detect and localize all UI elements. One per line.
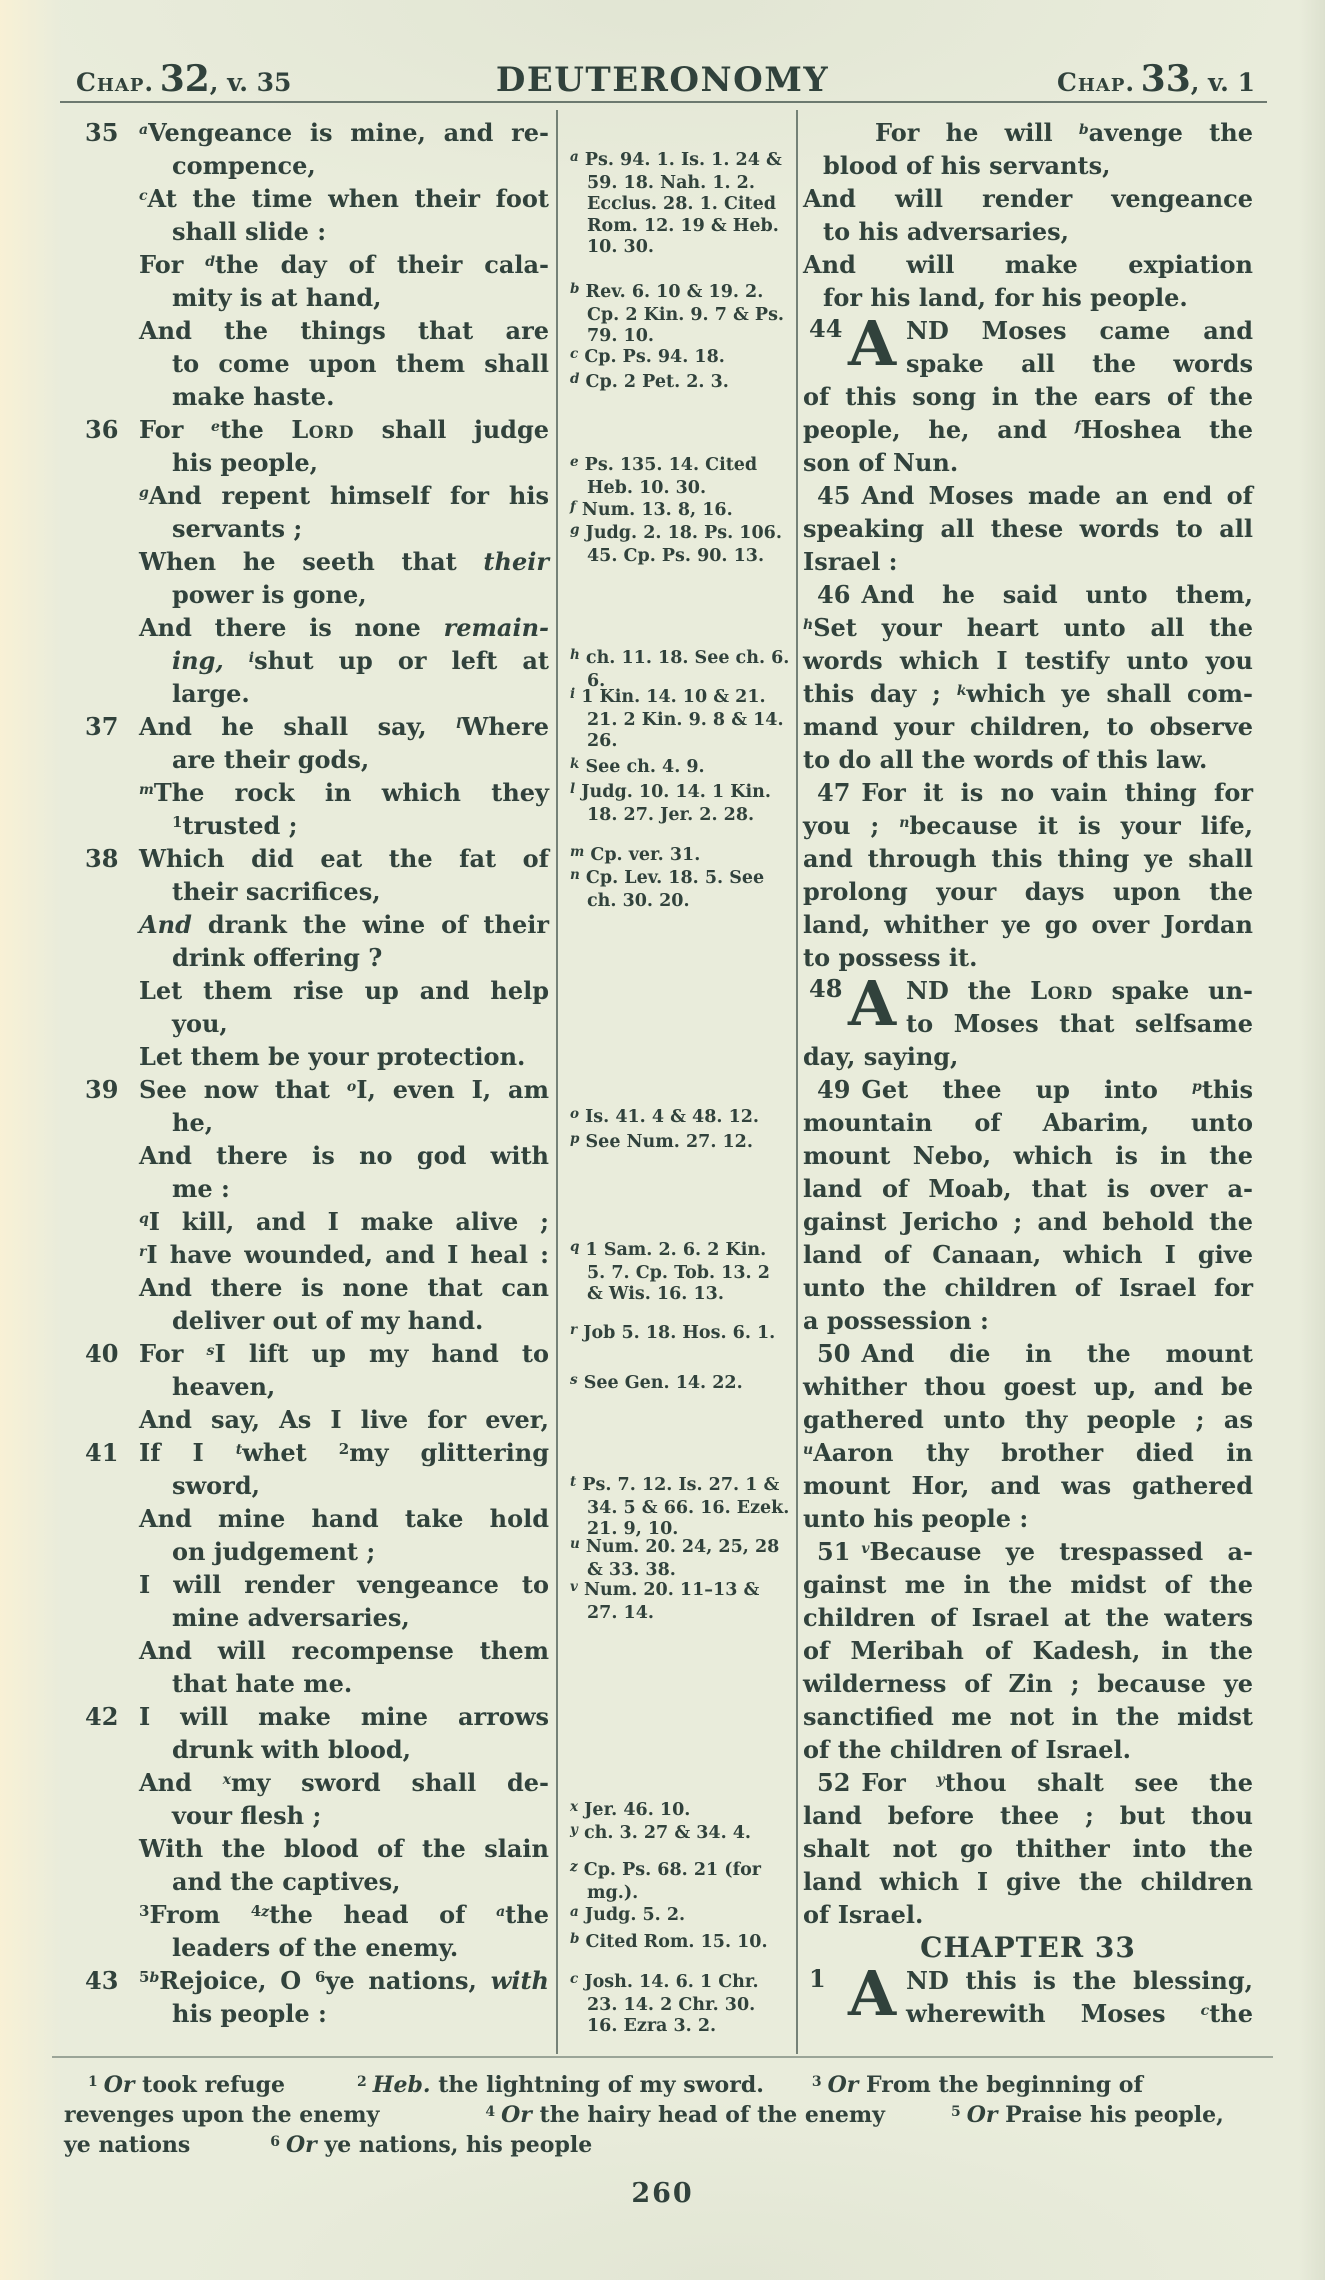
verse-line: children of Israel at the waters [803, 1603, 1253, 1632]
note-marker: c [1200, 2003, 1210, 2019]
verse-line: 39 See now that $^o$I, even I, am [85, 1075, 550, 1104]
note-marker: u [803, 1442, 814, 1458]
verse-line: compence, [172, 151, 316, 180]
verse-line: whither thou goest up, and be [803, 1372, 1253, 1401]
italic-text: Or [966, 2102, 998, 2128]
note-letter: c [570, 1971, 579, 1987]
italic-text: Or [103, 2072, 135, 2098]
verse-line: land of Moab, that is over a- [803, 1174, 1253, 1203]
note-marker: f [1074, 419, 1081, 435]
verse-line: With the blood of the slain [139, 1834, 549, 1863]
cross-reference: $^a$ Judg. 5. 2. [570, 1904, 686, 1925]
verse-line: 36 For $^e$the Lord shall judge [85, 415, 549, 444]
note-letter: n [570, 867, 580, 883]
cross-reference: $^g$ Judg. 2. 18. Ps. 106. 45. Cp. Ps. 90. 13. [570, 522, 782, 566]
note-letter: q [570, 1239, 580, 1255]
verse-line: a possession : [803, 1306, 989, 1335]
note-letter: c [570, 346, 579, 362]
cross-reference: $^d$ Cp. 2 Pet. 2. 3. [570, 371, 729, 392]
note-letter: k [570, 756, 580, 772]
verse-line: me : [172, 1174, 230, 1203]
verse-line: his people, [172, 448, 319, 477]
verse-line: day, saying, [803, 1042, 959, 1071]
note-marker: b [149, 1970, 160, 1986]
italic-text: ing, [172, 646, 224, 675]
verse-line: to possess it. [803, 943, 978, 972]
drop-cap: A [847, 967, 897, 1040]
verse-number: 43 [85, 1966, 119, 1995]
verse-line: of the children of Israel. [803, 1735, 1132, 1764]
cross-reference: $^b$ Rev. 6. 10 & 19. 2. Cp. 2 Kin. 9. 7 & Ps. 79. 10. [570, 281, 785, 346]
verse-line: Let them rise up and help [139, 976, 549, 1005]
note-letter: h [570, 647, 580, 663]
italic-text: Heb. [372, 2072, 431, 2098]
footnote-line: revenges upon the enemy $^4$ Or the hairy head of the enemy $^5$ Or Praise his people, [64, 2102, 1224, 2128]
note-marker: a [139, 122, 149, 138]
verse-number: 35 [85, 118, 119, 147]
verse-line: $^h$Set your heart unto all the [803, 613, 1253, 642]
verse-paragraph [803, 1957, 1253, 2030]
cross-reference: $^b$ Cited Rom. 15. 10. [570, 1931, 768, 1952]
verse-line: blood of his servants, [823, 151, 1111, 180]
note-letter: b [570, 281, 580, 297]
verse-line: sword, [172, 1471, 260, 1500]
footnote-marker: 3 [811, 2074, 822, 2090]
verse-number: 49 [817, 1075, 851, 1104]
footnote-marker: 2 [357, 2074, 367, 2090]
verse-number: 46 [817, 580, 851, 609]
verse-line: 43 $^{5b}$Rejoice, O $^6$ye nations, with [85, 1966, 549, 1995]
verse-line: their sacrifices, [172, 877, 381, 906]
verse-line: When he seeth that their [139, 547, 549, 576]
note-letter: d [570, 371, 580, 387]
note-marker: i [248, 650, 255, 666]
spacer [764, 2091, 812, 2092]
verse-line: unto his people : [803, 1504, 1029, 1533]
note-marker: r [139, 1244, 147, 1260]
verse-line: mity is at hand, [172, 283, 382, 312]
cross-reference: $^i$ 1 Kin. 14. 10 & 21. 21. 2 Kin. 9. 8 & 14. 26. [570, 686, 784, 751]
note-marker: b [1078, 122, 1089, 138]
cross-reference: $^a$ Ps. 94. 1. Is. 1. 24 & 59. 18. Nah. 1. 2. Ecclus. 28. 1. Cited Rom. 12. 19 & Heb. 10. 30. [570, 149, 782, 257]
verse-line: deliver out of my hand. [172, 1306, 484, 1335]
chap-number-left: 32 [159, 58, 210, 100]
verse-line: $^g$And repent himself for his [139, 481, 549, 510]
verse-line: 38 Which did eat the fat of [85, 844, 549, 873]
spacer [64, 2091, 88, 2092]
verse-line: drink offering ? [172, 943, 383, 972]
verse-line: of this song in the ears of the [803, 382, 1253, 411]
note-letter: i [570, 686, 576, 702]
cross-reference: $^c$ Cp. Ps. 94. 18. [570, 346, 725, 367]
spacer [285, 2091, 357, 2092]
verse-line: land which I give the children [803, 1867, 1253, 1896]
cross-reference: $^c$ Josh. 14. 6. 1 Chr. 23. 14. 2 Chr. 30. 16. Ezra 3. 2. [570, 1971, 759, 2036]
note-letter: y [570, 1822, 578, 1838]
note-marker: m [139, 782, 154, 798]
chap-verse-left: , v. 35 [209, 68, 292, 97]
footnote-marker: 5 [139, 1968, 150, 1986]
verse-line: And say, As I live for ever, [139, 1405, 549, 1434]
note-marker: e [211, 419, 220, 435]
verse-line: to his adversaries, [823, 217, 1070, 246]
note-letter: r [570, 1322, 578, 1338]
italic-text: And [139, 910, 192, 939]
verse-line: you ; $^n$because it is your life, [803, 811, 1253, 840]
verse-line: $^r$I have wounded, and I heal : [139, 1240, 549, 1269]
verse-number: 44 [809, 314, 843, 343]
note-marker: g [139, 485, 149, 501]
verse-line: gainst Jericho ; and behold the [803, 1207, 1253, 1236]
note-marker: o [346, 1079, 357, 1095]
verse-line: mand your children, to observe [803, 712, 1253, 741]
verse-line: land before thee ; but thou [803, 1801, 1253, 1830]
italic-text: with [490, 1966, 549, 1995]
italic-text: Or [501, 2102, 532, 2128]
verse-line: to come upon them shall [172, 349, 549, 378]
verse-line: 49 Get thee up into $^p$this [817, 1075, 1253, 1104]
verse-line: 50 And die in the mount [817, 1339, 1253, 1368]
verse-line: words which I testify unto you [803, 646, 1253, 675]
cross-reference: $^l$ Judg. 10. 14. 1 Kin. 18. 27. Jer. 2. 28. [570, 781, 771, 825]
italic-text: Or [286, 2132, 317, 2158]
cross-reference: $^y$ ch. 3. 27 & 34. 4. [570, 1822, 752, 1843]
note-marker: k [956, 683, 967, 699]
note-letter: x [570, 1799, 579, 1815]
verse-number: 51 [817, 1537, 851, 1566]
verse-line: For $^d$the day of their cala- [139, 250, 549, 279]
note-marker: v [861, 1541, 870, 1557]
cross-reference: $^q$ 1 Sam. 2. 6. 2 Kin. 5. 7. Cp. Tob. 13. 2 & Wis. 16. 13. [570, 1239, 770, 1304]
note-letter: o [570, 1106, 580, 1122]
verse-number: 47 [817, 778, 851, 807]
spacer [190, 2151, 270, 2152]
verse-line: heaven, [172, 1372, 276, 1401]
verse-line: I will render vengeance to [139, 1570, 549, 1599]
note-letter: s [570, 1372, 578, 1388]
footnote-line: $^1$ Or took refuge $^2$ Heb. the lightning of my sword. $^3$ Or From the beginning of [64, 2070, 1274, 2100]
verse-line: mountain of Abarim, unto [803, 1108, 1253, 1137]
verse-line: 46 And he said unto them, [817, 580, 1253, 609]
verse-line: $^u$Aaron thy brother died in [803, 1438, 1253, 1467]
note-letter: l [570, 781, 576, 797]
footnote-marker: 3 [139, 1902, 150, 1920]
verse-line: ND the Lord spake un- [906, 976, 1254, 1005]
chapter-heading: CHAPTER 33 [920, 1931, 1136, 1964]
chap-verse-right: , v. 1 [1190, 68, 1255, 97]
footnote-marker: 1 [172, 813, 183, 831]
verse-line: 52 For $^y$thou shalt see the [817, 1768, 1253, 1797]
header-rule [60, 101, 1267, 103]
drop-cap: A [847, 307, 897, 380]
italic-text: their [483, 547, 549, 576]
book-title: DEUTERONOMY [495, 60, 830, 100]
spacer [379, 2121, 485, 2122]
note-marker: s [206, 1343, 215, 1359]
verse-number: 48 [809, 974, 843, 1003]
verse-line: and through this thing ye shall [803, 844, 1253, 873]
verse-line: shalt not go thither into the [803, 1834, 1253, 1863]
verse-line: for his land, for his people. [823, 283, 1188, 312]
italic-text: remain- [443, 613, 549, 642]
verse-line: sanctified me not in the midst [803, 1702, 1253, 1731]
note-letter: z [570, 1859, 578, 1875]
verse-line: prolong your days upon the [803, 877, 1253, 906]
note-marker: p [1192, 1079, 1202, 1095]
verse-line: $^3$From $^{4z}$the head of $^a$the [139, 1900, 549, 1929]
footnote-line: ye nations $^6$ Or ye nations, his people [64, 2132, 593, 2158]
verse-line: And will recompense them [139, 1636, 549, 1665]
chap-word-left: Chap. [76, 68, 155, 97]
verse-line: gainst me in the midst of the [803, 1570, 1253, 1599]
verse-line: $^q$I kill, and I make alive ; [139, 1207, 549, 1236]
verse-line: $^c$At the time when their foot [139, 184, 549, 213]
verse-line: son of Nun. [803, 448, 959, 477]
note-letter: a [570, 149, 579, 165]
verse-line: And $^x$my sword shall de- [139, 1768, 549, 1797]
page-number: 260 [631, 2178, 694, 2209]
note-letter: f [570, 499, 576, 515]
note-marker: t [235, 1442, 243, 1458]
verse-line: vour flesh ; [172, 1801, 322, 1830]
verse-line: And there is none that can [139, 1273, 549, 1302]
verse-line: servants ; [172, 514, 303, 543]
footnote-rule [52, 2056, 1273, 2058]
cross-reference: $^e$ Ps. 135. 14. Cited Heb. 10. 30. [570, 454, 758, 498]
verse-line: mine adversaries, [172, 1603, 410, 1632]
cross-reference: $^m$ Cp. ver. 31. [570, 844, 701, 865]
verse-line: Let them be your protection. [139, 1042, 526, 1071]
note-marker: x [222, 1772, 231, 1788]
chap-number-right: 33 [1140, 58, 1191, 100]
cross-reference: $^t$ Ps. 7. 12. Is. 27. 1 & 34. 5 & 66. 16. Ezek. 21. 9, 10. [570, 1474, 790, 1539]
note-letter: t [570, 1474, 577, 1490]
left-text-column [75, 116, 549, 2030]
note-marker: q [139, 1211, 149, 1227]
verse-number: 50 [817, 1339, 851, 1368]
note-marker: n [899, 815, 910, 831]
verse-line: mount Hor, and was gathered [803, 1471, 1253, 1500]
footnote-marker: 4 [250, 1902, 262, 1920]
verse-number: 36 [85, 415, 119, 444]
footnotes [64, 2070, 1274, 2160]
cross-reference: $^v$ Num. 20. 11–13 & 27. 14. [570, 1579, 760, 1623]
verse-number: 39 [85, 1075, 119, 1104]
verse-line: power is gone, [172, 580, 367, 609]
verse-line: $^1$trusted ; [172, 811, 298, 840]
verse-number: 52 [817, 1768, 851, 1797]
cross-reference: $^u$ Num. 20. 24, 25, 28 & 33. 38. [570, 1536, 780, 1580]
note-letter: u [570, 1536, 580, 1552]
spacer [885, 2121, 951, 2122]
footnote-marker: 1 [88, 2074, 98, 2090]
verse-line: 40 For $^s$I lift up my hand to [85, 1339, 550, 1368]
verse-line: 37 And he shall say, $^l$Where [85, 712, 549, 741]
verse-paragraph [803, 307, 1253, 479]
verse-line: 45 And Moses made an end of [817, 481, 1253, 510]
note-letter: e [570, 454, 579, 470]
verse-line: ing, $^i$shut up or left at [172, 646, 549, 675]
verse-line: this day ; $^k$which ye shall com- [803, 679, 1253, 708]
verse-line: wilderness of Zin ; because ye [803, 1669, 1253, 1698]
verse-line: ND this is the blessing, [906, 1966, 1253, 1995]
verse-line: spake all the words [906, 349, 1253, 378]
verse-line: that hate me. [172, 1669, 353, 1698]
verse-line: of Meribah of Kadesh, in the [803, 1636, 1253, 1665]
drop-cap: A [847, 1957, 897, 2030]
verse-number: 41 [85, 1438, 119, 1467]
lord-smallcaps: Lord [1030, 976, 1093, 1005]
verse-line: And there is no god with [139, 1141, 549, 1170]
italic-text: Or [827, 2072, 859, 2098]
lord-smallcaps: Lord [291, 415, 354, 444]
verse-line: of Israel. [803, 1900, 924, 1929]
page-header [62, 46, 1263, 102]
note-marker: a [496, 1904, 506, 1920]
verse-line: ND Moses came and [906, 316, 1253, 345]
verse-line: to do all the words of this law. [803, 745, 1208, 774]
verse-line: gathered unto thy people ; as [803, 1405, 1253, 1434]
verse-line: And will render vengeance [803, 184, 1253, 213]
note-letter: g [570, 522, 580, 538]
verse-line: And the things that are [139, 316, 549, 345]
verse-line: leaders of the enemy. [172, 1933, 459, 1962]
footnote-marker: 5 [950, 2104, 961, 2120]
note-letter: m [570, 844, 585, 860]
cross-reference: $^k$ See ch. 4. 9. [570, 756, 705, 777]
cross-reference: $^p$ See Num. 27. 12. [570, 1131, 753, 1152]
footnote-marker: 6 [314, 1968, 326, 1986]
verse-line: drunk with blood, [172, 1735, 412, 1764]
verse-line: And mine hand take hold [139, 1504, 549, 1533]
verse-number: 37 [85, 712, 119, 741]
note-letter: b [570, 1931, 580, 1947]
verse-number: 40 [85, 1339, 119, 1368]
verse-line: you, [172, 1009, 228, 1038]
chap-word-right: Chap. [1056, 68, 1136, 97]
verse-paragraph [803, 967, 1254, 1073]
verse-line: and the captives, [172, 1867, 401, 1896]
right-text-column [803, 116, 1253, 2030]
verse-line: wherewith Moses $^c$the [906, 1999, 1253, 2028]
column-divider-left [556, 110, 558, 2054]
verse-number: 1 [809, 1964, 826, 1993]
cross-reference: $^x$ Jer. 46. 10. [570, 1799, 691, 1820]
verse-line: land of Canaan, which I give [803, 1240, 1253, 1269]
cross-reference: $^f$ Num. 13. 8, 16. [570, 499, 733, 520]
cross-reference: $^h$ ch. 11. 18. See ch. 6. 6. [570, 647, 790, 691]
verse-line: he, [172, 1108, 214, 1137]
cross-reference: $^n$ Cp. Lev. 18. 5. See ch. 30. 20. [570, 867, 765, 911]
cross-reference: $^z$ Cp. Ps. 68. 21 (for mg.). [570, 1859, 761, 1903]
verse-line: $^m$The rock in which they [139, 778, 549, 807]
note-marker: h [803, 617, 814, 633]
verse-number: 42 [85, 1702, 119, 1731]
verse-line: Israel : [803, 547, 898, 576]
note-letter: p [570, 1131, 580, 1147]
verse-line: mount Nebo, which is in the [803, 1141, 1253, 1170]
verse-line: 41 If I $^t$whet $^2$my glittering [85, 1438, 549, 1467]
note-marker: d [205, 254, 215, 270]
note-marker: z [261, 1904, 270, 1920]
note-marker: y [936, 1772, 945, 1788]
verse-line: his people : [172, 1999, 327, 2028]
column-divider-right [796, 110, 798, 2054]
verse-line: speaking all these words to all [803, 514, 1253, 543]
cross-reference: $^o$ Is. 41. 4 & 48. 12. [570, 1106, 760, 1127]
verse-line: 51 $^v$Because ye trespassed a- [817, 1537, 1253, 1566]
cross-reference: $^r$ Job 5. 18. Hos. 6. 1. [570, 1322, 776, 1343]
verse-line: shall slide : [172, 217, 327, 246]
verse-line: 42 I will make mine arrows [85, 1702, 549, 1731]
note-letter: v [570, 1579, 578, 1595]
verse-line: And drank the wine of their [139, 910, 549, 939]
verse-line: And will make expiation [803, 250, 1253, 279]
note-marker: l [456, 716, 462, 732]
verse-number: 38 [85, 844, 119, 873]
verse-line: to Moses that selfsame [906, 1009, 1253, 1038]
header-right-chapter-ref [1057, 58, 1255, 100]
verse-number: 45 [817, 481, 851, 510]
verse-line: people, he, and $^f$Hoshea the [803, 415, 1253, 444]
verse-line: 35 $^a$Vengeance is mine, and re- [85, 118, 549, 147]
verse-line: For he will $^b$avenge the [875, 118, 1253, 147]
verse-line: land, whither ye go over Jordan [803, 910, 1253, 939]
verse-line: are their gods, [172, 745, 370, 774]
verse-line: on judgement ; [172, 1537, 376, 1566]
verse-line: 47 For it is no vain thing for [817, 778, 1253, 807]
footnote-marker: 6 [270, 2134, 281, 2150]
verse-line: large. [172, 679, 250, 708]
cross-reference: $^s$ See Gen. 14. 22. [570, 1372, 743, 1393]
footnote-marker: 4 [485, 2104, 496, 2120]
note-letter: a [570, 1904, 579, 1920]
footnote-marker: 2 [338, 1440, 350, 1458]
verse-line: And there is none remain- [139, 613, 549, 642]
verse-line: unto the children of Israel for [803, 1273, 1253, 1302]
note-marker: c [139, 188, 148, 204]
verse-line: make haste. [172, 382, 335, 411]
